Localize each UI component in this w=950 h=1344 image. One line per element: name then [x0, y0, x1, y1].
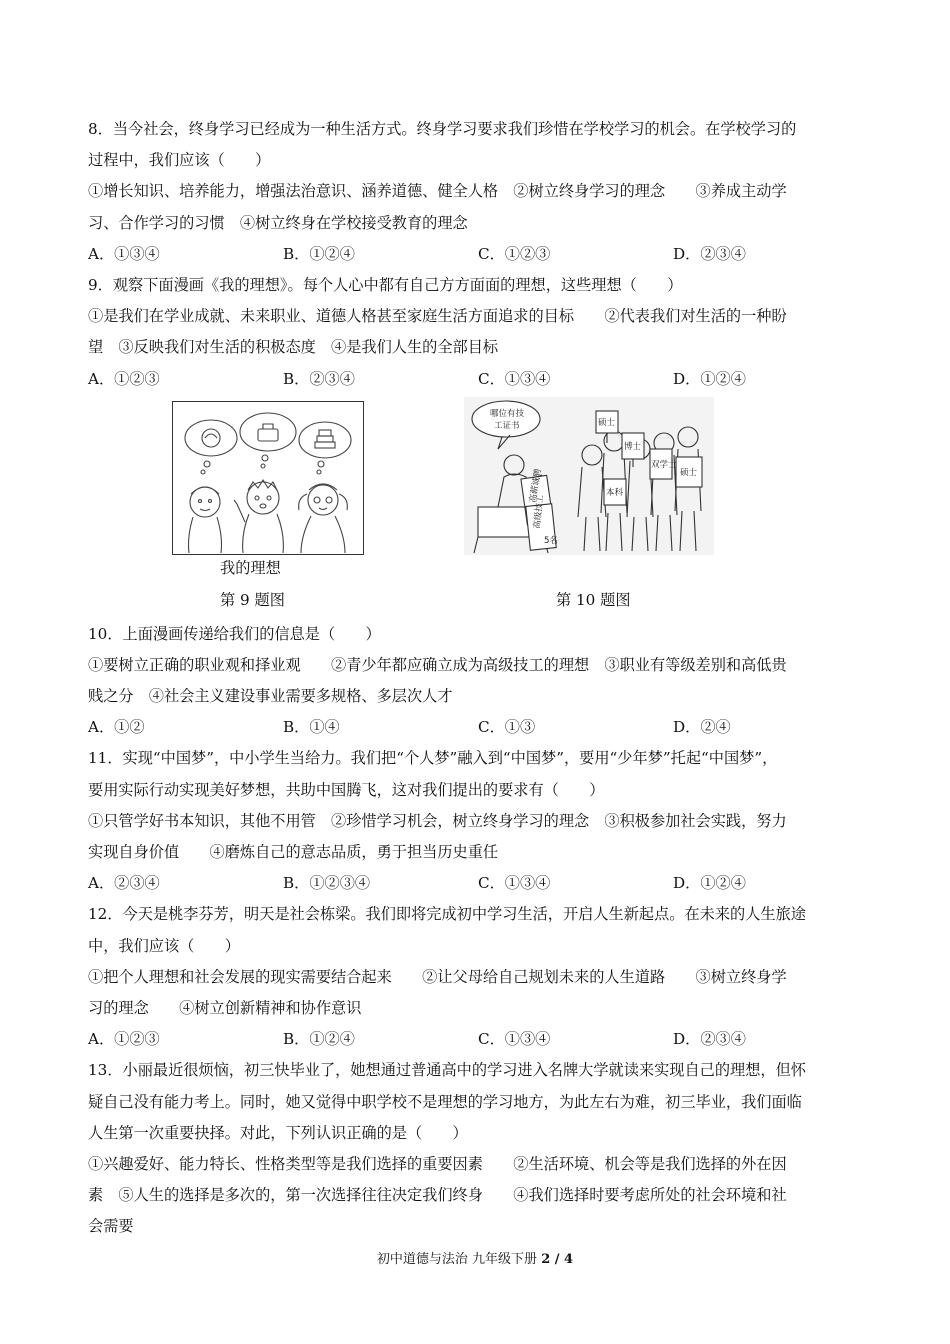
- option-a[interactable]: A．①③④: [88, 244, 160, 263]
- question-stem: 11．实现“中国梦”，中小学生当给力。我们把“个人梦”融入到“中国梦”，要用“少年梦”托起“中国梦”，: [88, 749, 778, 768]
- page-number: 2 / 4: [541, 1252, 574, 1267]
- question-13: [88, 1055, 868, 1242]
- question-statements: ①兴趣爱好、能力特长、性格类型等是我们选择的重要因素 ②生活环境、机会等是我们选择的外在因: [88, 1154, 787, 1173]
- question-statements: 习的理念 ④树立创新精神和协作意识: [88, 998, 362, 1017]
- question-stem: 12．今天是桃李芬芳，明天是社会栋梁。我们即将完成初中学习生活，开启人生新起点。在未来的人生旅途: [88, 905, 806, 924]
- question-stem: 8．当今社会，终身学习已经成为一种生活方式。终身学习要求我们珍惜在学校学习的机会。在学校学习的: [88, 120, 797, 138]
- question-statements: ①要树立正确的职业观和择业观 ②青少年都应确立成为高级技工的理想 ③职业有等级差别和高低贵: [88, 655, 787, 674]
- option-d[interactable]: D．①②④: [673, 874, 746, 893]
- board-text-line1: 高级技工: [532, 494, 546, 529]
- option-c[interactable]: C．①③④: [478, 369, 551, 388]
- question-statements: ①只管学好书本知识，其他不用管 ②珍惜学习机会，树立终身学习的理念 ③积极参加社会实践，努力: [88, 811, 787, 830]
- answer-options: [88, 712, 868, 743]
- bubble-text-line1: 哪位有技: [490, 408, 525, 419]
- question-9: [88, 270, 868, 395]
- placard-label: 硕士: [598, 417, 616, 428]
- question-stem: 要用实际行动实现美好梦想，共助中国腾飞，这对我们提出的要求有（ ）: [88, 780, 605, 799]
- placard-label: 博士: [624, 441, 642, 452]
- option-d[interactable]: D．②③④: [673, 244, 746, 263]
- question-statements: 素 ⑤人生的选择是多次的，第一次选择往往决定我们终身 ④我们选择时要考虑所处的社会环境和社: [88, 1186, 787, 1205]
- cartoon-recruitment-illustration: [464, 397, 714, 555]
- question-statements: 习、合作学习的习惯 ④树立终身在学校接受教育的理念: [88, 213, 468, 232]
- option-b[interactable]: B．①④: [283, 718, 340, 737]
- question-stem: 10．上面漫画传递给我们的信息是（ ）: [88, 624, 381, 643]
- figure-9-caption: 第 9 题图: [220, 590, 285, 609]
- placard-label: 硕士: [680, 467, 698, 478]
- question-stem: 9．观察下面漫画《我的理想》。每个人心中都有自己方方面面的理想，这些理想（ ）: [88, 275, 683, 294]
- option-a[interactable]: A．②③④: [88, 874, 160, 893]
- answer-options: [88, 1024, 868, 1055]
- bubble-text-line2: 工证书: [494, 420, 520, 431]
- question-statements: 贱之分 ④社会主义建设事业需要多规格、多层次人才: [88, 687, 453, 706]
- question-statements: 实现自身价值 ④磨炼自己的意志品质，勇于担当历史重任: [88, 843, 499, 861]
- question-stem: 中，我们应该（ ）: [88, 936, 240, 955]
- question-8: [88, 114, 868, 270]
- footer-subject: 初中道德与法治 九年级下册: [376, 1252, 542, 1267]
- option-a[interactable]: A．①②③: [88, 369, 160, 388]
- question-statements: 望 ③反映我们对生活的积极态度 ④是我们人生的全部目标: [88, 338, 499, 357]
- option-d[interactable]: D．①②④: [673, 369, 746, 388]
- option-a[interactable]: A．①②③: [88, 1030, 160, 1049]
- option-b[interactable]: B．①②④: [283, 1030, 355, 1049]
- figure-10-cartoon: [464, 397, 714, 555]
- placard-label: 本科: [606, 487, 624, 498]
- option-b[interactable]: B．②③④: [283, 369, 355, 388]
- option-c[interactable]: C．①③④: [478, 1030, 551, 1049]
- question-statements: ①增长知识、培养能力，增强法治意识、涵养道德、健全人格 ②树立终身学习的理念 ③养成主动学: [88, 182, 787, 201]
- option-b[interactable]: B．①②④: [283, 244, 355, 263]
- question-10: [88, 619, 868, 744]
- page-footer: [0, 1248, 950, 1267]
- question-stem: 13．小丽最近很烦恼，初三快毕业了，她想通过普通高中的学习进入名牌大学就读来实现自己的理想，但怀: [88, 1061, 806, 1080]
- option-c[interactable]: C．①③④: [478, 874, 551, 893]
- option-a[interactable]: A．①②: [88, 718, 145, 737]
- figure-10-caption: 第 10 题图: [556, 590, 631, 609]
- figures-row: [88, 395, 868, 619]
- figure-9-title: 我的理想: [220, 558, 281, 577]
- cartoon-my-ideal-illustration: [173, 402, 363, 554]
- question-stem: 过程中，我们应该（ ）: [88, 151, 271, 170]
- exam-page: [88, 114, 868, 1242]
- answer-options: [88, 239, 868, 270]
- option-c[interactable]: C．①③: [478, 718, 536, 737]
- question-stem: 人生第一次重要抉择。对此，下列认识正确的是（ ）: [88, 1123, 468, 1142]
- answer-options: [88, 364, 868, 395]
- question-statements: 会需要: [88, 1217, 134, 1236]
- option-d[interactable]: D．②④: [673, 718, 731, 737]
- question-stem: 疑自己没有能力考上。同时，她又觉得中职学校不是理想的学习地方，为此左右为难，初三毕业，我们面临: [88, 1092, 802, 1111]
- question-statements: ①把个人理想和社会发展的现实需要结合起来 ②让父母给自己规划未来的人生道路 ③树立终身学: [88, 967, 787, 986]
- sign-recruit-text: 高薪诚聘: [528, 467, 544, 504]
- figure-9-cartoon: [172, 401, 364, 555]
- question-11: [88, 743, 868, 899]
- option-b[interactable]: B．①②③④: [283, 874, 371, 893]
- option-c[interactable]: C．①②③: [478, 244, 551, 263]
- question-12: [88, 899, 868, 1055]
- board-text-line2: 5名: [544, 535, 558, 546]
- option-d[interactable]: D．②③④: [673, 1030, 746, 1049]
- answer-options: [88, 868, 868, 899]
- placard-label: 双学士: [651, 459, 677, 470]
- question-statements: ①是我们在学业成就、未来职业、道德人格甚至家庭生活方面追求的目标 ②代表我们对生活的一种盼: [88, 307, 787, 326]
